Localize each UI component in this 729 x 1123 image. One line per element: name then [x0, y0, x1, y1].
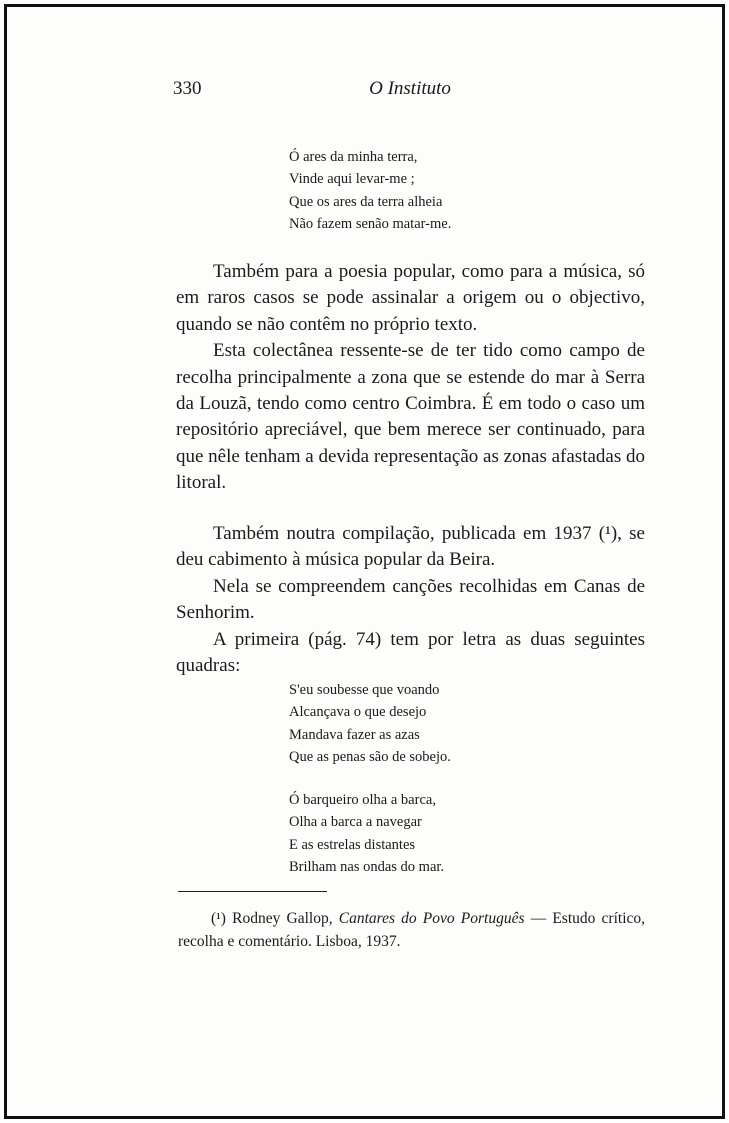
paragraph: A primeira (pág. 74) tem por letra as duas seguintes quadras: [176, 628, 645, 677]
paragraph: Nela se compreendem canções recolhidas em Canas de Senhorim. [176, 575, 645, 624]
verse-quatrain-1 [289, 146, 451, 235]
verse-line: Que os ares da terra alheia [289, 193, 443, 210]
running-title: O Instituto [369, 78, 451, 99]
page-header [0, 78, 729, 104]
paragraph: Também para a poesia popular, como para a música, só em raros casos se pode assinalar a origem ou o objectivo, quando se não contêm no próprio texto. [176, 261, 645, 335]
body-section-1 [176, 259, 645, 497]
verse-line: Que as penas são de sobejo. [289, 748, 451, 765]
verse-line: Mandava fazer as azas [289, 726, 420, 743]
footnote-marker: (¹) [211, 910, 226, 927]
verse-line: Não fazem senão matar-me. [289, 215, 452, 232]
paragraph: Também noutra compilação, publicada em 1937 (¹), se deu cabimento à música popular da Beira. [176, 523, 645, 571]
footnote [178, 907, 645, 953]
verse-line: Olha a barca a navegar [289, 814, 422, 831]
footnote-rest: — Estudo crítico, recolha e comentário. Lisboa, 1937. [178, 910, 646, 950]
verse-line: Alcançava o que desejo [289, 704, 427, 721]
verse-line: E as estrelas distantes [289, 836, 416, 853]
footnote-divider [178, 891, 327, 892]
body-section-2 [176, 521, 645, 679]
verse-quatrain-3 [289, 789, 444, 878]
verse-line: S'eu soubesse que voando [289, 682, 440, 698]
page-number: 330 [173, 78, 202, 99]
verse-line: Ó barqueiro olha a barca, [289, 792, 436, 808]
verse-line: Ó ares da minha terra, [289, 149, 418, 165]
verse-line: Vinde aqui levar-me ; [289, 171, 415, 188]
verse-line: Brilham nas ondas do mar. [289, 858, 445, 875]
footnote-book-title: Cantares do Povo Português [338, 910, 525, 927]
verse-quatrain-2 [289, 679, 451, 768]
paragraph: Esta colectânea ressente-se de ter tido como campo de recolha principalmente a zona que se estende do mar à Serra da Louzã, tendo como centro Coimbra. É em todo o caso um repositório apreciável, que bem merece ser continuado, para que nêle tenham a devida representação as zonas afastadas do litoral. [176, 340, 645, 494]
footnote-text [178, 907, 645, 953]
footnote-author: Rodney Gallop, [232, 910, 333, 927]
